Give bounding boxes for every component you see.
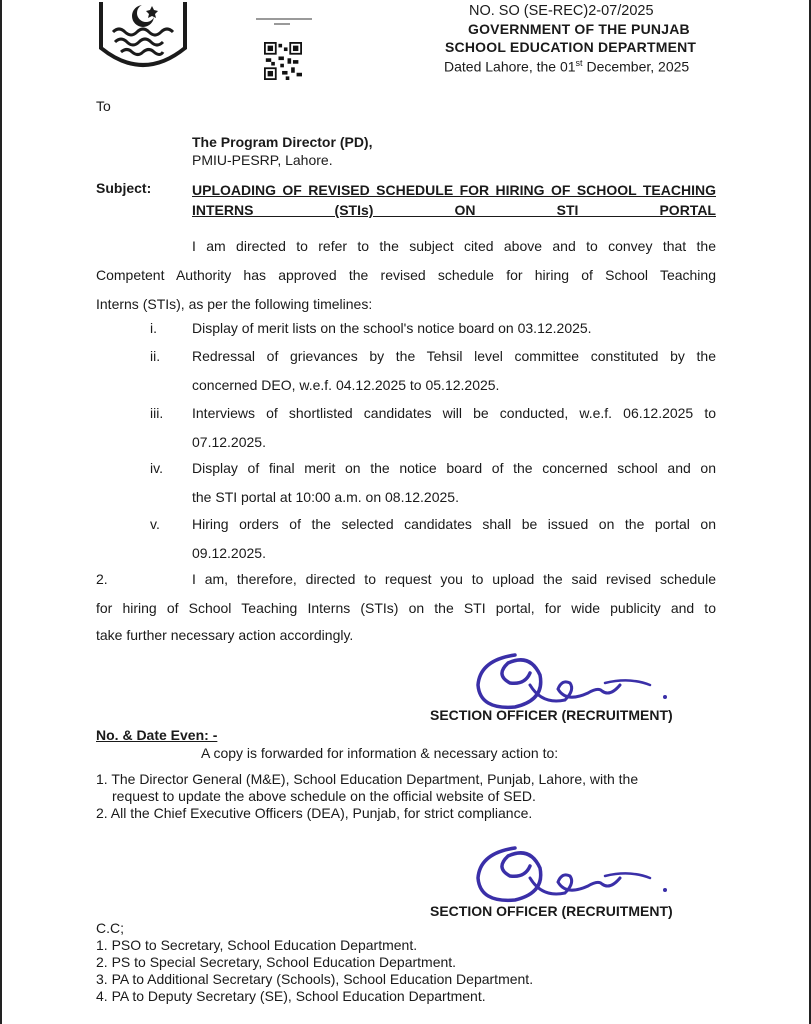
subject-label: Subject: (96, 180, 152, 196)
department-title: SCHOOL EDUCATION DEPARTMENT (445, 39, 697, 55)
schedule-item-text: Hiring orders of the selected candidates shall be issued on the portal on (192, 516, 716, 532)
schedule-item-number: i. (150, 320, 157, 336)
government-title: GOVERNMENT OF THE PUNJAB (468, 21, 690, 37)
forward-item: 2. All the Chief Executive Officers (DEA), Punjab, for strict compliance. (96, 805, 533, 821)
punjab-emblem-icon (97, 0, 189, 70)
letter-number: NO. SO (SE-REC)2-07/2025 (469, 3, 654, 19)
schedule-item-text: Display of final merit on the notice board of the concerned school and on (192, 460, 716, 476)
schedule-item-number: iii. (150, 405, 164, 421)
forward-item: 1. The Director General (M&E), School Education Department, Punjab, Lahore, with the (96, 771, 639, 787)
para2-line-2-text: for hiring of School Teaching Interns (STIs) on the STI portal, for wide publicity and to (96, 600, 716, 616)
schedule-item-text: concerned DEO, w.e.f. 04.12.2025 to 05.12.2025. (192, 377, 500, 393)
schedule-item-text: Interviews of shortlisted candidates will be conducted, w.e.f. 06.12.2025 to (192, 405, 716, 421)
para2-line-1 (192, 571, 716, 587)
schedule-item-text: Redressal of grievances by the Tehsil level committee constituted by the (192, 348, 716, 364)
page-border-left (0, 0, 2, 1024)
cc-list (96, 920, 533, 1005)
intro-line-1 (192, 238, 716, 254)
intro-line-2 (96, 267, 716, 283)
forward-intro: A copy is forwarded for information & necessary action to: (201, 745, 559, 761)
schedule-item-text: Display of merit lists on the school's notice board on 03.12.2025. (192, 320, 592, 336)
qr-code-icon (264, 42, 302, 80)
forward-item-continuation: request to update the above schedule on the official website of SED. (112, 788, 536, 804)
intro-line-3: Interns (STIs), as per the following timelines: (96, 296, 373, 312)
recipient-address: PMIU-PESRP, Lahore. (192, 152, 333, 168)
cc-item: 2. PS to Special Secretary, School Education Department. (96, 954, 457, 970)
schedule-item-text: 09.12.2025. (192, 545, 266, 561)
schedule-item-number: ii. (150, 348, 161, 364)
cc-item: 3. PA to Additional Secretary (Schools), School Education Department. (96, 971, 534, 987)
office-stamp (250, 14, 320, 84)
para2-line-2 (96, 600, 716, 616)
date-suffix: st (575, 58, 583, 68)
para2-number: 2. (96, 571, 108, 587)
signature-title-2: SECTION OFFICER (RECRUITMENT) (430, 903, 673, 919)
signature-title-1: SECTION OFFICER (RECRUITMENT) (430, 707, 673, 723)
para2-line-1-text: I am, therefore, directed to request you to upload the said revised schedule (192, 571, 716, 587)
to-label: To (96, 98, 111, 114)
cc-heading: C.C; (96, 920, 124, 936)
date-prefix: Dated Lahore, the 01 (444, 58, 576, 75)
para2-line-3: take further necessary action accordingly. (96, 627, 354, 643)
cc-item: 1. PSO to Secretary, School Education Department. (96, 937, 418, 953)
schedule-item-text: 07.12.2025. (192, 434, 266, 450)
schedule-item-text: the STI portal at 10:00 a.m. on 08.12.2025. (192, 489, 459, 505)
intro-line-2-text: Competent Authority has approved the revised schedule for hiring of School Teaching (96, 267, 716, 283)
stamp-text-line (256, 18, 312, 20)
cc-item: 4. PA to Deputy Secretary (SE), School Education Department. (96, 988, 486, 1004)
intro-line-1-text: I am directed to refer to the subject cited above and to convey that the (192, 238, 716, 254)
stamp-text-line (274, 23, 290, 25)
forward-list (96, 771, 638, 822)
date-rest: December, 2025 (582, 58, 690, 75)
recipient-title: The Program Director (PD), (192, 134, 373, 150)
schedule-item-number: iv. (150, 460, 163, 476)
letter-date (444, 58, 689, 75)
forward-heading: No. & Date Even: - (96, 727, 218, 743)
schedule-item-number: v. (150, 516, 160, 532)
subject-text: UPLOADING OF REVISED SCHEDULE FOR HIRING OF SCHOOL TEACHING INTERNS (STIs) ON STI PORTAL (192, 182, 716, 218)
